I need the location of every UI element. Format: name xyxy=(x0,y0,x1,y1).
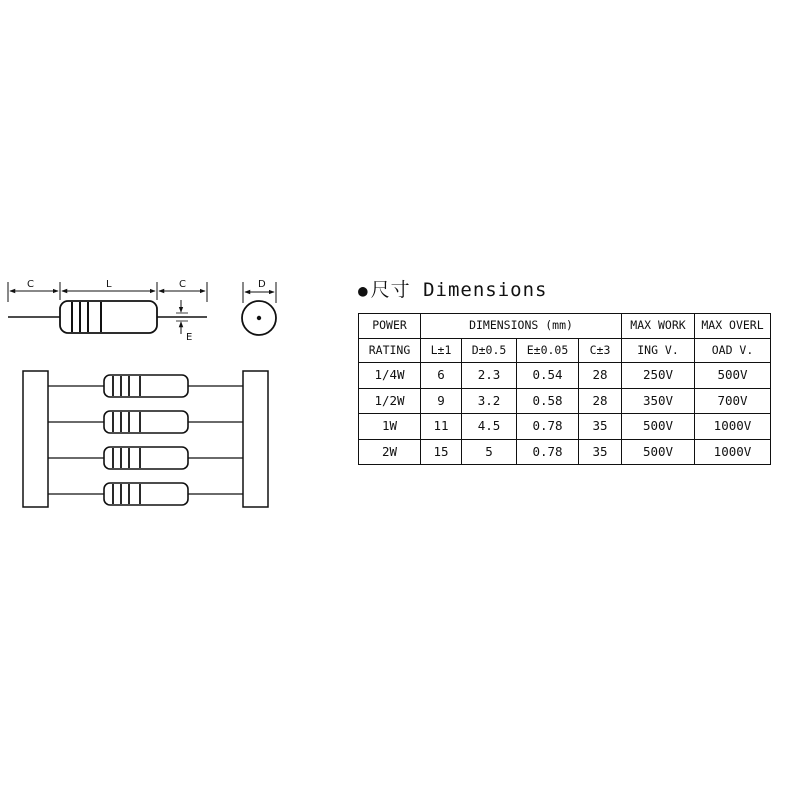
cell-d: 5 xyxy=(462,439,517,465)
taped-resistor xyxy=(104,447,188,469)
header-dimensions: DIMENSIONS (mm) xyxy=(421,314,622,339)
right-tape xyxy=(243,371,268,507)
table-row xyxy=(359,439,771,465)
header-rating: RATING xyxy=(359,338,421,363)
cell-work-v: 500V xyxy=(622,414,695,440)
resistor-body xyxy=(60,301,157,333)
cell-rating: 1W xyxy=(359,414,421,440)
cell-l: 9 xyxy=(421,388,462,414)
label-d: D xyxy=(258,279,266,290)
title-text: 尺寸 Dimensions xyxy=(370,279,548,301)
cell-e: 0.54 xyxy=(517,363,579,389)
header-d: D±0.5 xyxy=(462,338,517,363)
cell-e: 0.58 xyxy=(517,388,579,414)
single-resistor-view xyxy=(8,279,207,343)
cell-c: 35 xyxy=(579,414,622,440)
header-max-overload: MAX OVERL xyxy=(695,314,771,339)
header-max-work: MAX WORK xyxy=(622,314,695,339)
lead-dot xyxy=(257,316,261,320)
cell-rating: 1/2W xyxy=(359,388,421,414)
label-c-right: C xyxy=(179,279,186,290)
cell-rating: 2W xyxy=(359,439,421,465)
cell-overload-v: 1000V xyxy=(695,414,771,440)
table-row xyxy=(359,414,771,440)
table-row xyxy=(359,388,771,414)
label-l: L xyxy=(106,279,112,290)
end-view xyxy=(242,279,276,335)
left-tape xyxy=(23,371,48,507)
cell-d: 2.3 xyxy=(462,363,517,389)
cell-work-v: 350V xyxy=(622,388,695,414)
header-power: POWER xyxy=(359,314,421,339)
label-c-left: C xyxy=(27,279,34,290)
header-row xyxy=(359,338,771,363)
header-c: C±3 xyxy=(579,338,622,363)
cell-c: 35 xyxy=(579,439,622,465)
cell-l: 15 xyxy=(421,439,462,465)
cell-c: 28 xyxy=(579,388,622,414)
cell-e: 0.78 xyxy=(517,414,579,440)
cell-l: 11 xyxy=(421,414,462,440)
taped-resistor xyxy=(104,411,188,433)
header-l: L±1 xyxy=(421,338,462,363)
cell-l: 6 xyxy=(421,363,462,389)
cell-overload-v: 1000V xyxy=(695,439,771,465)
dimensions-table xyxy=(358,313,771,465)
cell-work-v: 500V xyxy=(622,439,695,465)
cell-overload-v: 500V xyxy=(695,363,771,389)
taped-resistor xyxy=(104,483,188,505)
label-e: E xyxy=(186,332,193,343)
header-e: E±0.05 xyxy=(517,338,579,363)
cell-c: 28 xyxy=(579,363,622,389)
tape-strip-view xyxy=(23,371,268,507)
cell-d: 4.5 xyxy=(462,414,517,440)
bullet-icon: ● xyxy=(358,281,369,300)
cell-rating: 1/4W xyxy=(359,363,421,389)
cell-overload-v: 700V xyxy=(695,388,771,414)
cell-e: 0.78 xyxy=(517,439,579,465)
cell-work-v: 250V xyxy=(622,363,695,389)
cell-d: 3.2 xyxy=(462,388,517,414)
taped-resistor xyxy=(104,375,188,397)
header-max-overload-cont: OAD V. xyxy=(695,338,771,363)
header-row xyxy=(359,314,771,339)
header-max-work-cont: ING V. xyxy=(622,338,695,363)
section-title xyxy=(358,275,547,302)
table-row xyxy=(359,363,771,389)
